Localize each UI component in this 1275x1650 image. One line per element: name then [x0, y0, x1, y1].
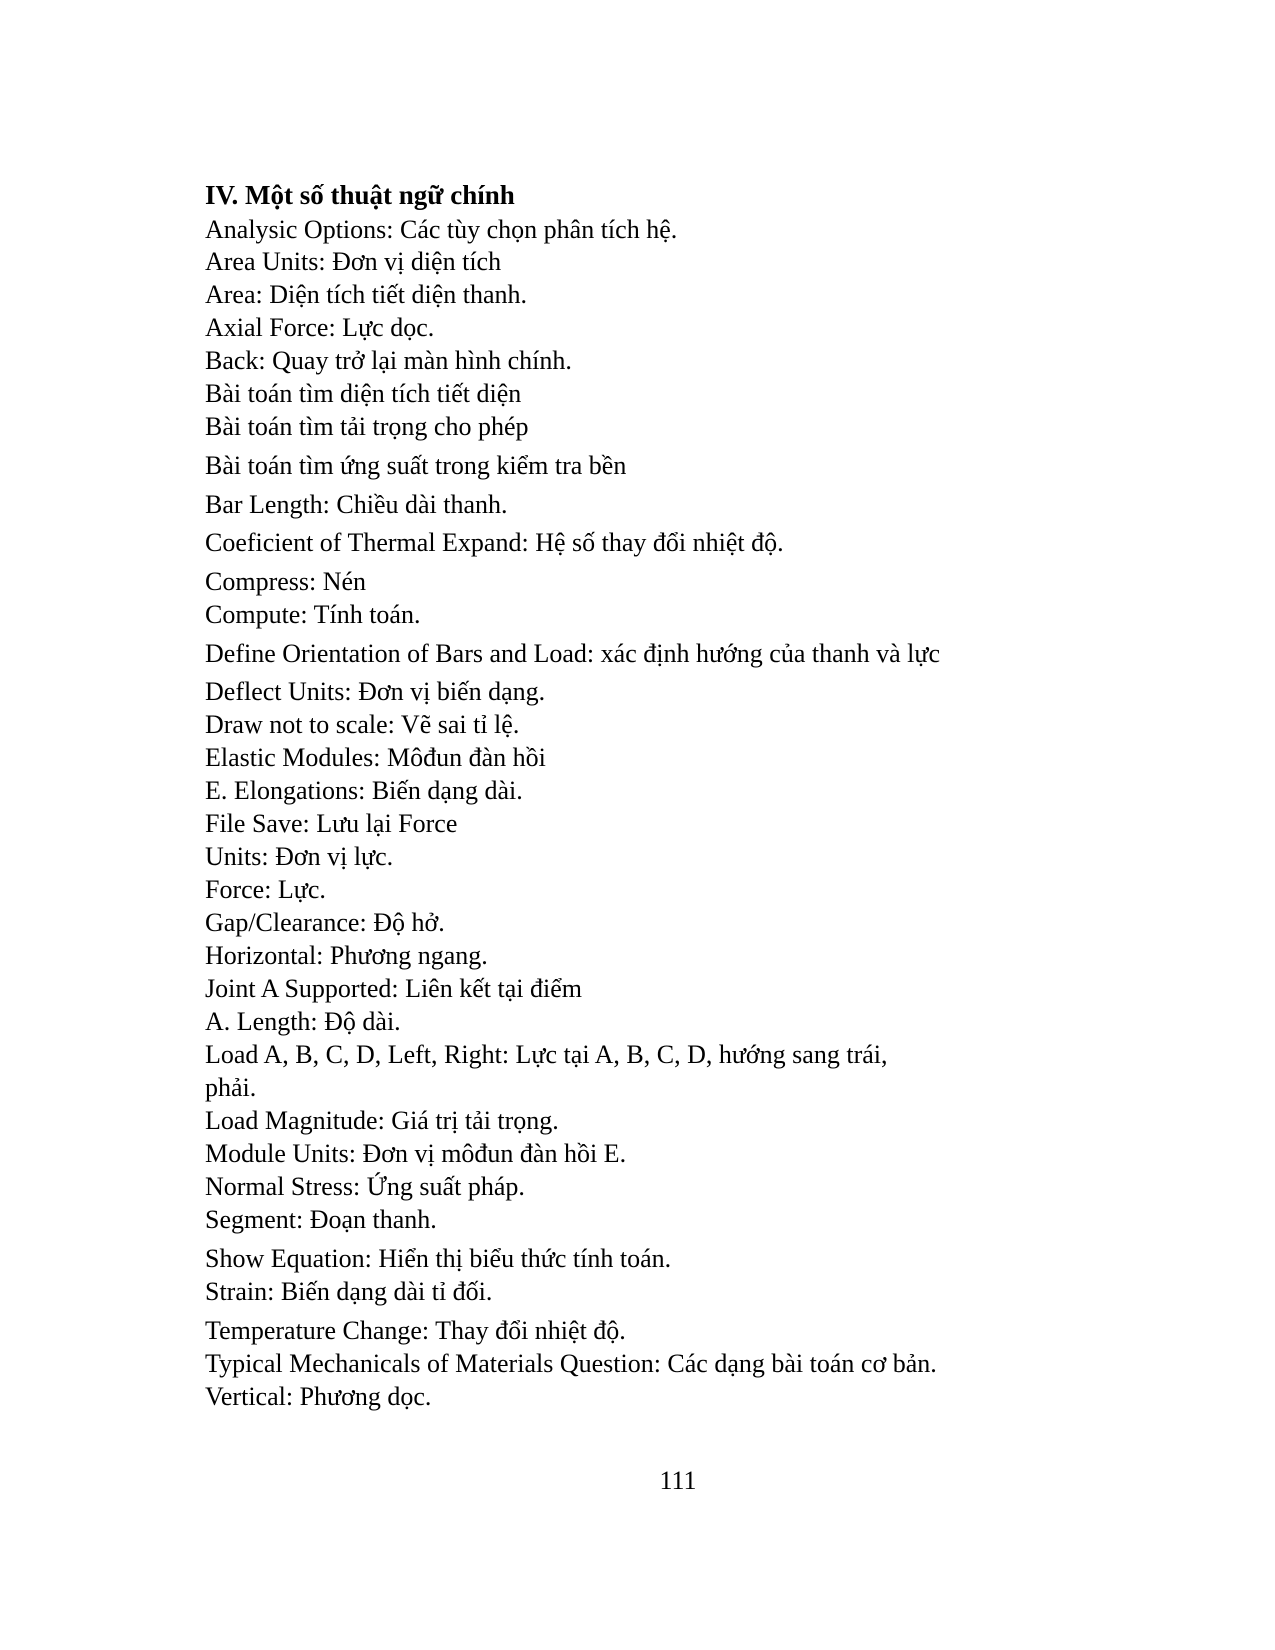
term-line: Units: Đơn vị lực. — [205, 842, 394, 871]
term-line: Load A, B, C, D, Left, Right: Lực tại A, B, C, D, hướng sang trái, — [205, 1040, 888, 1069]
term-line: Bài toán tìm tải trọng cho phép — [205, 412, 529, 441]
term-line: Deflect Units: Đơn vị biến dạng. — [205, 677, 546, 706]
term-line: Define Orientation of Bars and Load: xác định hướng của thanh và lực — [205, 639, 941, 668]
term-line: A. Length: Độ dài. — [205, 1007, 401, 1036]
term-line: Gap/Clearance: Độ hở. — [205, 908, 445, 937]
term-line: Bar Length: Chiều dài thanh. — [205, 490, 508, 519]
term-line: Temperature Change: Thay đổi nhiệt độ. — [205, 1316, 626, 1345]
term-line: Normal Stress: Ứng suất pháp. — [205, 1172, 525, 1201]
term-line: Compress: Nén — [205, 567, 367, 596]
term-line: Axial Force: Lực dọc. — [205, 313, 435, 342]
term-line: Area: Diện tích tiết diện thanh. — [205, 280, 528, 309]
term-line: Analysic Options: Các tùy chọn phân tích hệ. — [205, 215, 678, 244]
term-line: Elastic Modules: Môđun đàn hồi — [205, 743, 546, 772]
term-line: Bài toán tìm ứng suất trong kiểm tra bền — [205, 451, 627, 480]
page-number: 111 — [659, 1466, 697, 1495]
section-heading: IV. Một số thuật ngữ chính — [205, 180, 515, 210]
term-line: Bài toán tìm diện tích tiết diện — [205, 379, 522, 408]
term-line: Typical Mechanicals of Materials Question: Các dạng bài toán cơ bản. — [205, 1349, 937, 1378]
term-line: Force: Lực. — [205, 875, 326, 904]
term-line: Vertical: Phương dọc. — [205, 1382, 432, 1411]
term-line: E. Elongations: Biến dạng dài. — [205, 776, 523, 805]
term-line: Area Units: Đơn vị diện tích — [205, 247, 502, 276]
term-line: Module Units: Đơn vị môđun đàn hồi E. — [205, 1139, 627, 1168]
term-line: Coeficient of Thermal Expand: Hệ số thay đổi nhiệt độ. — [205, 528, 784, 557]
term-line: Compute: Tính toán. — [205, 600, 421, 629]
term-line: Draw not to scale: Vẽ sai tỉ lệ. — [205, 710, 520, 739]
term-line: Back: Quay trở lại màn hình chính. — [205, 346, 572, 375]
term-line: Horizontal: Phương ngang. — [205, 941, 488, 970]
term-line: Load Magnitude: Giá trị tải trọng. — [205, 1106, 559, 1135]
term-line: Strain: Biến dạng dài tỉ đối. — [205, 1277, 493, 1306]
term-line: File Save: Lưu lại Force — [205, 809, 458, 838]
term-line: Joint A Supported: Liên kết tại điểm — [205, 974, 582, 1003]
term-line: phải. — [205, 1073, 257, 1102]
term-line: Segment: Đoạn thanh. — [205, 1205, 437, 1234]
term-line: Show Equation: Hiển thị biểu thức tính toán. — [205, 1244, 672, 1273]
